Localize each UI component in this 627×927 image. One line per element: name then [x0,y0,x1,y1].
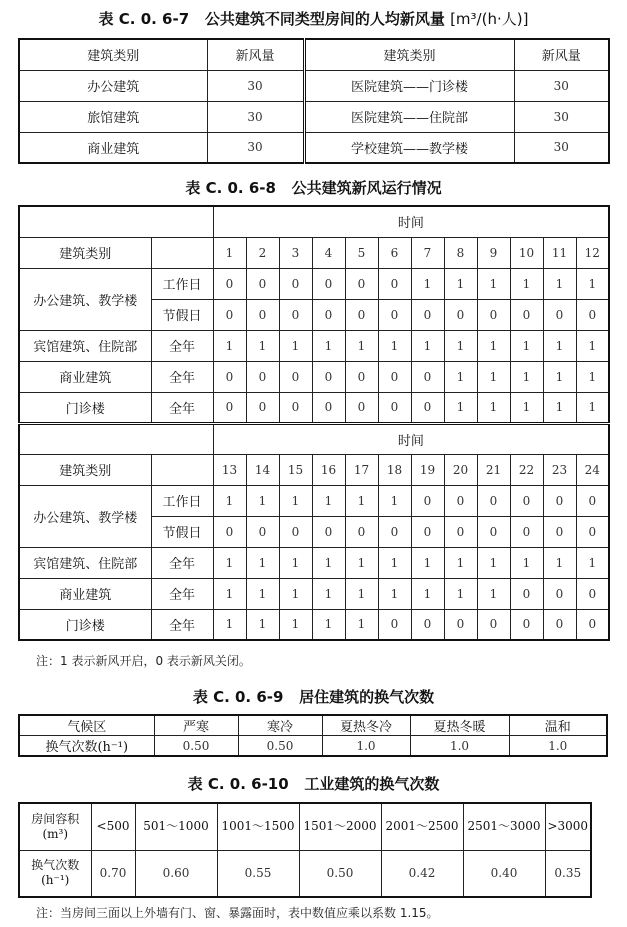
table7-header-cat1: 建筑类别 [19,39,207,70]
table8-cell: 0 [576,609,609,640]
table8-cell: 0 [411,392,444,423]
table8-cell: 1 [213,609,246,640]
table8-hour-header: 14 [246,454,279,485]
table8-category-header: 建筑类别 [19,454,151,485]
table8-cell: 1 [543,361,576,392]
table7-cell: 医院建筑——门诊楼 [304,70,514,101]
table9-caption-text: 居住建筑的换气次数 [299,688,435,706]
table10-cell: 0.40 [463,850,545,897]
table8-cell: 1 [510,268,543,299]
table8-row-category: 办公建筑、教学楼 [19,268,151,330]
table7-cell: 学校建筑——教学楼 [304,132,514,163]
table8-cell: 1 [477,547,510,578]
table7-caption-unit: [m³/(h·人)] [450,10,529,28]
table9-header: 寒冷 [238,715,322,736]
table7-cell: 30 [514,70,609,101]
table7-caption [0,8,627,29]
table8-cell: 1 [477,392,510,423]
table8-corner [19,206,213,237]
table8-caption-text: 公共建筑新风运行情况 [291,179,442,197]
table7-cell: 30 [207,132,304,163]
table8-hour-header: 20 [444,454,477,485]
table8-cell: 1 [279,547,312,578]
table8-hour-header: 19 [411,454,444,485]
table8-cell: 0 [345,299,378,330]
table8-row-category: 商业建筑 [19,578,151,609]
table8-cell: 0 [411,485,444,516]
table10-row-label [19,850,91,897]
table8-cell: 1 [411,268,444,299]
table8-hour-header: 13 [213,454,246,485]
table7-cell: 30 [514,101,609,132]
table8-cell: 1 [345,578,378,609]
table8-cell: 0 [477,516,510,547]
table9-cell: 0.50 [154,736,238,757]
table8-hour-header: 10 [510,237,543,268]
table8-row-category: 宾馆建筑、住院部 [19,547,151,578]
table10-header-label-line2: (m³) [42,826,69,841]
table8-cell: 0 [378,299,411,330]
table8-cell: 0 [576,485,609,516]
table8-hour-header: 1 [213,237,246,268]
table7-cell: 30 [514,132,609,163]
table8-time-label: 时间 [213,206,609,237]
table7-caption-text: 公共建筑不同类型房间的人均新风量 [204,10,445,28]
table9-cell: 1.0 [322,736,410,757]
table8-cell: 1 [411,330,444,361]
table8-cell: 0 [246,392,279,423]
table8-cell: 1 [510,361,543,392]
table10-note: 注：当房间三面以上外墙有门、窗、暴露面时，表中数值应乘以系数 1.15。 [36,906,439,920]
table8-cell: 0 [345,268,378,299]
table8-cell: 0 [543,609,576,640]
table8-empty-header [151,237,213,268]
table8-cell: 1 [444,578,477,609]
table9-header: 严寒 [154,715,238,736]
table8-row-category: 门诊楼 [19,392,151,423]
table7-cell: 30 [207,101,304,132]
table8-cell: 1 [312,330,345,361]
table9-header: 夏热冬暖 [410,715,509,736]
table9-cell: 0.50 [238,736,322,757]
table8-cell: 1 [576,392,609,423]
table8-cell: 1 [312,578,345,609]
table8-hour-header: 22 [510,454,543,485]
table8-category-header: 建筑类别 [19,237,151,268]
table8-row-period: 工作日 [151,268,213,299]
table8-cell: 0 [246,268,279,299]
table8-cell: 1 [345,609,378,640]
table8-cell: 1 [444,361,477,392]
table8-time-label: 时间 [213,423,609,454]
table10-header: 1001～1500 [217,803,299,850]
table8-cell: 1 [246,330,279,361]
table8-cell: 1 [279,330,312,361]
table8-cell: 0 [576,299,609,330]
table8-cell: 0 [345,516,378,547]
table7-cell: 30 [207,70,304,101]
table9-caption-number: 表 C. 0. 6-9 [192,688,284,706]
table8-cell: 0 [411,299,444,330]
table8-hour-header: 3 [279,237,312,268]
table8-cell: 0 [510,578,543,609]
table8-cell: 0 [444,516,477,547]
table8-cell: 1 [477,268,510,299]
table8-hour-header: 2 [246,237,279,268]
table8-cell: 1 [411,547,444,578]
table10 [18,802,592,898]
table10-cell: 0.70 [91,850,135,897]
table8-cell: 1 [213,330,246,361]
table8-hour-header: 9 [477,237,510,268]
table9-row-label: 换气次数(h⁻¹) [19,736,154,757]
table8-cell: 0 [378,392,411,423]
table9-cell: 1.0 [410,736,509,757]
table7-cell: 医院建筑——住院部 [304,101,514,132]
table8-cell: 0 [444,609,477,640]
table8-cell: 1 [510,392,543,423]
table8-cell: 0 [543,485,576,516]
table10-cell: 0.35 [545,850,591,897]
table8-cell: 1 [543,330,576,361]
table8-row-period: 全年 [151,578,213,609]
table8-hour-header: 18 [378,454,411,485]
table8-cell: 1 [576,330,609,361]
table9-header: 夏热冬冷 [322,715,410,736]
table7-caption-number: 表 C. 0. 6-7 [98,10,190,28]
table8-hour-header: 4 [312,237,345,268]
table8-hour-header: 5 [345,237,378,268]
table8-cell: 1 [213,485,246,516]
table8-cell: 1 [444,547,477,578]
table8-cell: 0 [345,361,378,392]
table8-hour-header: 16 [312,454,345,485]
table8-cell: 1 [543,547,576,578]
table8-row-category: 宾馆建筑、住院部 [19,330,151,361]
table8-row-period: 全年 [151,392,213,423]
table8-cell: 1 [477,578,510,609]
table10-cell: 0.50 [299,850,381,897]
table10-cell: 0.60 [135,850,217,897]
table7-header-rate2: 新风量 [514,39,609,70]
table10-header: 2501～3000 [463,803,545,850]
table10-row-label-line1: 换气次数 [31,858,80,873]
table8-cell: 1 [576,547,609,578]
table8-hour-header: 15 [279,454,312,485]
table7-header-cat2: 建筑类别 [304,39,514,70]
table8-cell: 0 [411,609,444,640]
table9-header: 气候区 [19,715,154,736]
table8-cell: 1 [378,330,411,361]
table8-cell: 0 [213,299,246,330]
table8-cell: 0 [576,516,609,547]
table8-cell: 1 [312,547,345,578]
table8-cell: 0 [246,299,279,330]
table8-cell: 0 [279,516,312,547]
table8-cell: 0 [378,516,411,547]
table8-cell: 0 [213,361,246,392]
table8-row-period: 节假日 [151,299,213,330]
table8-caption-number: 表 C. 0. 6-8 [185,179,276,197]
table10-cell: 0.55 [217,850,299,897]
table8-cell: 1 [345,330,378,361]
table8-cell: 1 [576,361,609,392]
table8-cell: 1 [444,268,477,299]
table10-caption-text: 工业建筑的换气次数 [304,775,440,793]
table8-cell: 0 [477,299,510,330]
table8-cell: 0 [345,392,378,423]
table8-cell: 0 [246,361,279,392]
table8-cell: 0 [477,485,510,516]
table8-cell: 1 [246,578,279,609]
table8-hour-header: 23 [543,454,576,485]
table8-note: 注：1 表示新风开启，0 表示新风关闭。 [36,654,251,668]
table10-header: 2001～2500 [381,803,463,850]
table8-cell: 0 [510,485,543,516]
table8-cell: 1 [411,578,444,609]
table10-header: 1501～2000 [299,803,381,850]
table8-cell: 1 [378,547,411,578]
table8-hour-header: 24 [576,454,609,485]
table8-cell: 0 [411,361,444,392]
table8-hour-header: 7 [411,237,444,268]
table8-cell: 1 [477,330,510,361]
table8-cell: 1 [246,609,279,640]
table8-cell: 0 [510,609,543,640]
table10-header: <500 [91,803,135,850]
table10-header-label-line1: 房间容积 [31,811,80,826]
table7-header-rate1: 新风量 [207,39,304,70]
table8-cell: 1 [345,547,378,578]
table8-hour-header: 21 [477,454,510,485]
table8-row-category: 门诊楼 [19,609,151,640]
table8-cell: 1 [312,485,345,516]
table8-cell: 0 [378,268,411,299]
table8-row-period: 工作日 [151,485,213,516]
table8-cell: 0 [279,392,312,423]
table7 [18,38,610,164]
table8-cell: 0 [444,485,477,516]
table8-cell: 0 [312,268,345,299]
table10-header: >3000 [545,803,591,850]
table8-row-period: 节假日 [151,516,213,547]
table8-cell: 1 [576,268,609,299]
table8-cell: 1 [444,330,477,361]
table8-cell: 0 [213,392,246,423]
table8-cell: 0 [477,609,510,640]
table8-cell: 0 [312,392,345,423]
table10-header-label [19,803,91,850]
table8-cell: 1 [543,392,576,423]
table8-cell: 1 [477,361,510,392]
table8-cell: 1 [279,609,312,640]
table8-row-period: 全年 [151,547,213,578]
table7-cell: 旅馆建筑 [19,101,207,132]
table8-row-category: 办公建筑、教学楼 [19,485,151,547]
table8-empty-header [151,454,213,485]
table8-hour-header: 6 [378,237,411,268]
table8-cell: 0 [510,516,543,547]
table8-cell: 1 [345,485,378,516]
table8-cell: 1 [279,578,312,609]
table8-cell: 0 [312,299,345,330]
table10-caption-number: 表 C. 0. 6-10 [187,775,289,793]
table8-cell: 0 [378,361,411,392]
table8-cell: 1 [510,330,543,361]
table8-row-category: 商业建筑 [19,361,151,392]
table8-corner [19,423,213,454]
table10-caption [0,773,627,794]
table8-cell: 1 [543,268,576,299]
table10-row-label-line2: (h⁻¹) [41,873,70,888]
table8-cell: 1 [246,485,279,516]
table8-cell: 0 [312,361,345,392]
table7-cell: 办公建筑 [19,70,207,101]
table9 [18,714,608,757]
table8-cell: 1 [378,578,411,609]
table8-cell: 0 [378,609,411,640]
table7-cell: 商业建筑 [19,132,207,163]
table8-cell: 0 [543,299,576,330]
table8-row-period: 全年 [151,330,213,361]
table8-cell: 0 [543,516,576,547]
table10-cell: 0.42 [381,850,463,897]
table8-caption [0,177,627,198]
table8-hour-header: 8 [444,237,477,268]
table8-cell: 1 [444,392,477,423]
table8-cell: 0 [411,516,444,547]
table8-cell: 0 [279,299,312,330]
table8-cell: 0 [279,361,312,392]
table8-cell: 1 [378,485,411,516]
table8-row-period: 全年 [151,361,213,392]
table8-cell: 1 [213,578,246,609]
table8-cell: 0 [312,516,345,547]
table8-hour-header: 17 [345,454,378,485]
table8-cell: 0 [510,299,543,330]
table8-cell: 1 [246,547,279,578]
table9-cell: 1.0 [509,736,607,757]
table10-header: 501～1000 [135,803,217,850]
table8-hour-header: 12 [576,237,609,268]
table8-cell: 0 [576,578,609,609]
table9-caption [0,686,627,707]
table9-header: 温和 [509,715,607,736]
table8 [18,205,610,641]
table8-cell: 1 [510,547,543,578]
table8-cell: 0 [246,516,279,547]
table8-cell: 1 [312,609,345,640]
table8-cell: 0 [444,299,477,330]
table8-cell: 0 [279,268,312,299]
table8-row-period: 全年 [151,609,213,640]
table8-cell: 0 [213,268,246,299]
table8-cell: 0 [543,578,576,609]
table8-hour-header: 11 [543,237,576,268]
table8-cell: 1 [213,547,246,578]
table8-cell: 0 [213,516,246,547]
table8-cell: 1 [279,485,312,516]
